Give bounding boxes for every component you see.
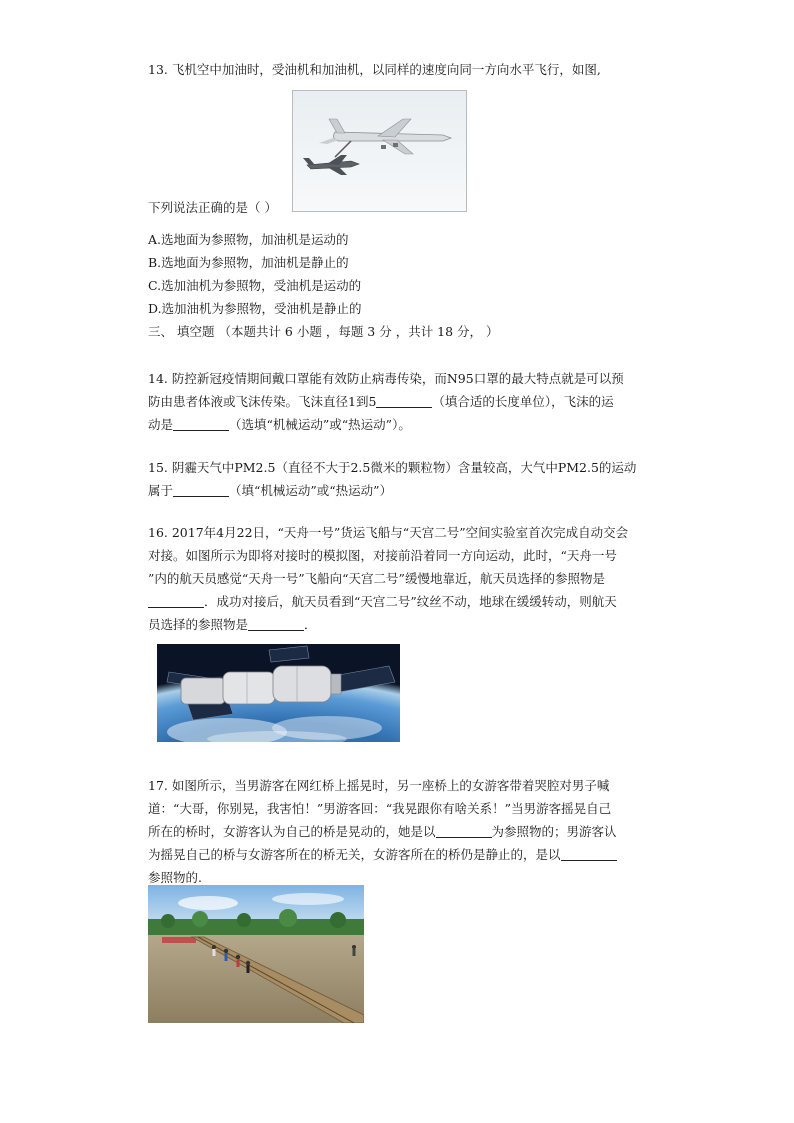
q15-line-2-text: 属于 bbox=[148, 483, 174, 498]
q14-line-3 bbox=[148, 413, 678, 436]
q14-line-2-text: 防由患者体液或飞沫传染。飞沫直径1到5 bbox=[148, 394, 377, 409]
q13-prompt: 下列说法正确的是（ ） bbox=[148, 200, 277, 215]
q16-line-4 bbox=[148, 590, 678, 613]
q17-line-3 bbox=[148, 820, 678, 843]
q15-line-2-tail: （填“机械运动”或“热运动”） bbox=[229, 483, 393, 498]
q15-line-2 bbox=[148, 479, 678, 502]
q17-line-5: 参照物的. bbox=[148, 870, 202, 885]
q17-line-3-tail: 为参照物的；男游客认 bbox=[491, 824, 617, 839]
answer-blank[interactable] bbox=[148, 593, 204, 608]
q16-line-5-text: 员选择的参照物是 bbox=[148, 617, 249, 632]
question-14 bbox=[148, 367, 678, 436]
q17-line-3-text: 所在的桥时，女游客认为自己的桥是晃动的，她是以 bbox=[148, 824, 436, 839]
answer-blank[interactable] bbox=[173, 416, 229, 431]
option-b: B.选地面为参照物，加油机是静止的 bbox=[148, 255, 349, 270]
q14-line-3-text: 动是 bbox=[148, 417, 174, 432]
option-c: C.选加油机为参照物，受油机是运动的 bbox=[148, 278, 362, 293]
q16-line-4-text: ．成功对接后，航天员看到“天宫二号”纹丝不动，地球在缓缓转动，则航天 bbox=[204, 594, 617, 609]
answer-blank[interactable] bbox=[561, 846, 617, 861]
spacecraft-docking-photo bbox=[157, 644, 400, 742]
question-13-options bbox=[148, 196, 678, 219]
q14-line-2 bbox=[148, 390, 678, 413]
answer-blank[interactable] bbox=[436, 823, 492, 838]
q17-line-2: 道：“大哥，你别晃，我害怕！”男游客回：“我晃跟你有啥关系！”当男游客摇晃自己 bbox=[148, 801, 612, 816]
q15-line-1: 15. 阴霾天气中PM2.5（直径不大于2.5微米的颗粒物）含量较高，大气中PM2.5的运动 bbox=[148, 460, 637, 475]
q17-line-1: 17. 如图所示，当男游客在网红桥上摇晃时，另一座桥上的女游客带着哭腔对男子喊 bbox=[148, 778, 610, 793]
q13-options-list bbox=[148, 228, 678, 343]
q13-stem: 13. 飞机空中加油时，受油机和加油机，以同样的速度向同一方向水平飞行，如图, bbox=[148, 62, 601, 77]
answer-blank[interactable] bbox=[376, 393, 432, 408]
q14-line-3-tail: （选填“机械运动”或“热运动”）。 bbox=[229, 417, 411, 432]
section-heading: 三、 填空题 （本题共计 6 小题 ，每题 3 分 ，共计 18 分， ） bbox=[148, 324, 499, 339]
floating-bridge-photo bbox=[148, 885, 364, 1023]
option-d: D.选加油机为参照物，受油机是静止的 bbox=[148, 301, 362, 316]
question-15 bbox=[148, 456, 678, 502]
q17-line-4 bbox=[148, 843, 678, 866]
question-17 bbox=[148, 774, 678, 889]
aerial-refueling-photo bbox=[292, 90, 467, 212]
q14-line-1: 14. 防控新冠疫情期间戴口罩能有效防止病毒传染，而N95口罩的最大特点就是可以预 bbox=[148, 371, 624, 386]
question-16 bbox=[148, 521, 678, 636]
q16-line-3: ”内的航天员感觉“天舟一号”飞船向“天宫二号”缓慢地靠近，航天员选择的参照物是 bbox=[148, 571, 605, 586]
question-13 bbox=[148, 58, 678, 81]
option-a: A.选地面为参照物，加油机是运动的 bbox=[148, 232, 349, 247]
q16-line-5 bbox=[148, 613, 678, 636]
q16-line-2: 对接。如图所示为即将对接时的模拟图，对接前沿着同一方向运动，此时，“天舟一号 bbox=[148, 548, 617, 563]
answer-blank[interactable] bbox=[173, 482, 229, 497]
q16-line-5-tail: ． bbox=[304, 617, 317, 632]
answer-blank[interactable] bbox=[248, 616, 304, 631]
q16-line-1: 16. 2017年4月22日，“天舟一号”货运飞船与“天宫二号”空间实验室首次完成自动交会 bbox=[148, 525, 629, 540]
q17-line-4-text: 为摇晃自己的桥与女游客所在的桥无关，女游客所在的桥仍是静止的，是以 bbox=[148, 847, 561, 862]
q14-line-2-tail: （填合适的长度单位），飞沫的运 bbox=[432, 394, 614, 409]
